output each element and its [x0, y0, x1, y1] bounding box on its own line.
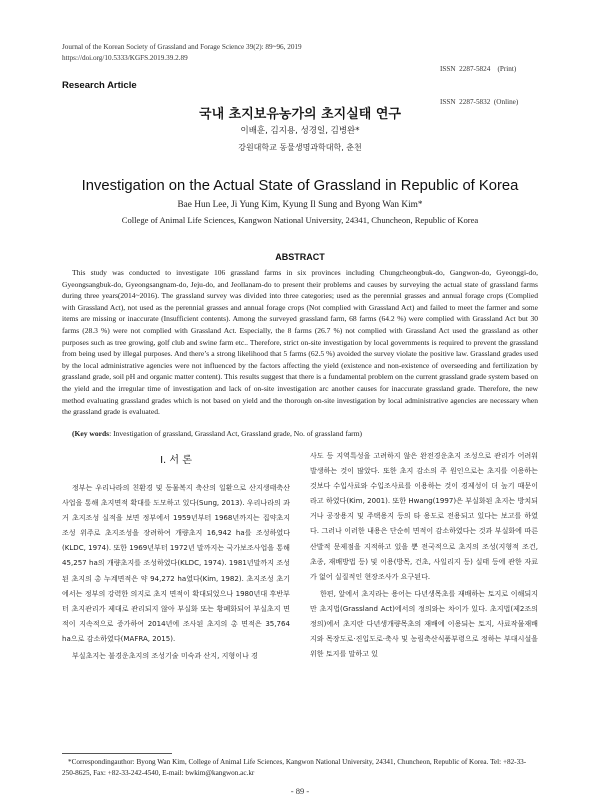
journal-citation: Journal of the Korean Society of Grassland and Forage Science 39(2): 89~96, 2019 — [62, 43, 302, 51]
english-authors: Bae Hun Lee, Ji Yung Kim, Kyung Il Sung and Byong Wan Kim* — [177, 200, 423, 210]
body-paragraph: 사도 등 지역특성을 고려하지 않은 완전경운초지 조성으로 관리가 어려워 발생하는 것이 많았다. 또한 초지 감소의 주 원인으로는 초지를 이용하는 것보다 수입사료와 수입조사료를 이용하는 것이 경제성이 더 높기 때문이라고 하였다(Kim, 2001). 또한 Hwang(1997)은 부실화된 초지는 방치되거나 공장용지 및 주택용지 등의 타 용도로 전용되고 있다는 보고를 하였다. 그러나 이러한 내용은 단순히 면적이 감소하였다는 것과 부실화에 따른 산발적 문제점을 지적하고 있을 뿐 전국적으로 초지의 조성(지형적 조건, 초종, 재배방법 등) 및 이용(방목, 건초, 사일리지 등) 실태 등에 관한 자료가 없어 실질적인 현장조사가 요구된다. — [310, 451, 538, 581]
keywords — [62, 428, 538, 440]
english-affiliation: College of Animal Life Sciences, Kangwon National University, 24341, Chuncheon, Republic of Korea — [121, 215, 479, 225]
korean-authors: 이배훈, 김지용, 성경일, 김병완* — [240, 126, 360, 136]
section-heading-introduction: Ⅰ. 서 론 — [160, 455, 192, 466]
corresponding-author-footnote: *Correspondingauthor: Byong Wan Kim, College of Animal Life Sciences, Kangwon National University, 24341, Chuncheon, Republic of Korea. Tel: +82-33-250-8625, Fax: +82-33-242-4540, E-mail: bwkim@kangwon.ac.kr — [62, 758, 527, 777]
issn-print: ISSN 2287-5824 (Print) — [440, 65, 517, 73]
body-paragraph: 한편, 앞에서 초지라는 용어는 다년생목초를 재배하는 토지로 이해되지만 초지법(Grassland Act)에서의 정의와는 차이가 있다. 초지법(제2조의 정의)에서 초지란 다년생개량목초의 재배에 이용되는 토지, 사료작물재배지와 목장도로·진입도로·축사 및 농림축산식품부령으로 정하는 부대시설을 위한 토지를 말하고 있 — [310, 588, 538, 659]
journal-header — [62, 42, 302, 64]
abstract-text: This study was conducted to investigate 106 grassland farms in six provinces including Chungcheongbuk-do, Gangwon-do, Gyeonggi-do, Gyeongsangbuk-do, Gyeongsangnam-do, Jeju-do, and Jeollanam-do to present their problems and causes by surveying the actual state of grassland farms during three years(2014~2016). The grassland survey was divided into three categories; used as the perennial grasses and annual forage crops (Complied with Grassland Act), not used as the perennial grasses and annual forage crops (Not complied with Grassland Act) and failed to meet the farmer and some items are missing or inaccurate (Insufficient contents). Among the surveyed grassland farm, 68 farms (64.2 %) were complied with Grassland Act but 30 farms (28.3 %) were not complied with Grassland Act. Especially, the 8 farms (26.7 %) not complied with Grassland Act used the grassland as other purposes such as tree growing, golf club and swine farm etc.. Therefore, strict on-site investigation by local governments is required to prevent the grassland from being used by illegal purposes. And there’s a strong likelihood that 5 farms (62.5 %) avoided the survey violate the positive law. Grassland grades used by the local administrative agencies were not influenced by the factors affecting the yield (existence and non-existence of overseeding and fertilization by grassland grade, soil pH and organic matter content). This results suggest that there is a fundamental problem on the current grassland grade system based on the yield and the irregular time of investigation and lack of on-site investigation arc another causes for inaccurate grassland grade. Therefore, the new method evaluating grassland grades which is not based on yield and the thorough on-site investigation by local administrative agencies are necessary when the grassland grade is evaluated. — [62, 268, 538, 417]
keywords-label: (Key words — [72, 429, 110, 438]
body-paragraph: 부실초지는 불경운초지의 조성기술 미숙과 산지, 지형이나 경 — [72, 651, 258, 661]
body-left-column — [62, 448, 290, 663]
english-title: Investigation on the Actual State of Grassland in Republic of Korea — [81, 178, 519, 194]
korean-affiliation: 강원대학교 동물생명과학대학, 춘천 — [238, 143, 362, 152]
abstract-heading: ABSTRACT — [275, 252, 325, 262]
issn-online: ISSN 2287-5832 (Online) — [440, 98, 519, 106]
body-paragraph: 정부는 우리나라의 친환경 및 동물복지 축산의 일환으로 산지생태축산 사업을 통해 초지면적 확대를 도모하고 있다(Sung, 2013). 우리나라의 과거 초지조성 실적을 보면 정부에서 1959년부터 1968년까지는 집약초지조성 위주로 초지조성을 장려하여 개량초지 16,942 ha를 조성하였다(KLDC, 1974). 또한 1969년부터 1972년 말까지는 국가보조사업을 통해 45,257 ha의 개량초지를 조성하였다(KLDC, 1974). 1981년말까지 조성된 초지의 총 누계면적은 약 94,272 ha였다(Kim, 1982). 초지조성 초기에서는 정부의 강력한 의지로 초지 면적이 확대되었으나 1980년대 후반부터 초지관리가 제대로 관리되지 않아 부실화 또는 황폐화되어 부실초지 면적이 지속적으로 증가하여 2014년에 조사된 초지의 총 면적은 35,764 ha으로 감소하였다(MAFRA, 2015). — [62, 483, 290, 643]
keywords-text: : Investigation of grassland, Grassland Act, Grassland grade, No. of grassland farm) — [109, 429, 363, 438]
doi-link[interactable]: https://doi.org/10.5333/KGFS.2019.39.2.89 — [62, 54, 188, 62]
footnote-divider — [62, 753, 172, 754]
korean-title: 국내 초지보유농가의 초지실태 연구 — [199, 107, 401, 122]
page-number: - 89 - — [290, 786, 310, 796]
body-right-column — [310, 448, 538, 661]
article-type-label: Research Article — [62, 80, 137, 91]
